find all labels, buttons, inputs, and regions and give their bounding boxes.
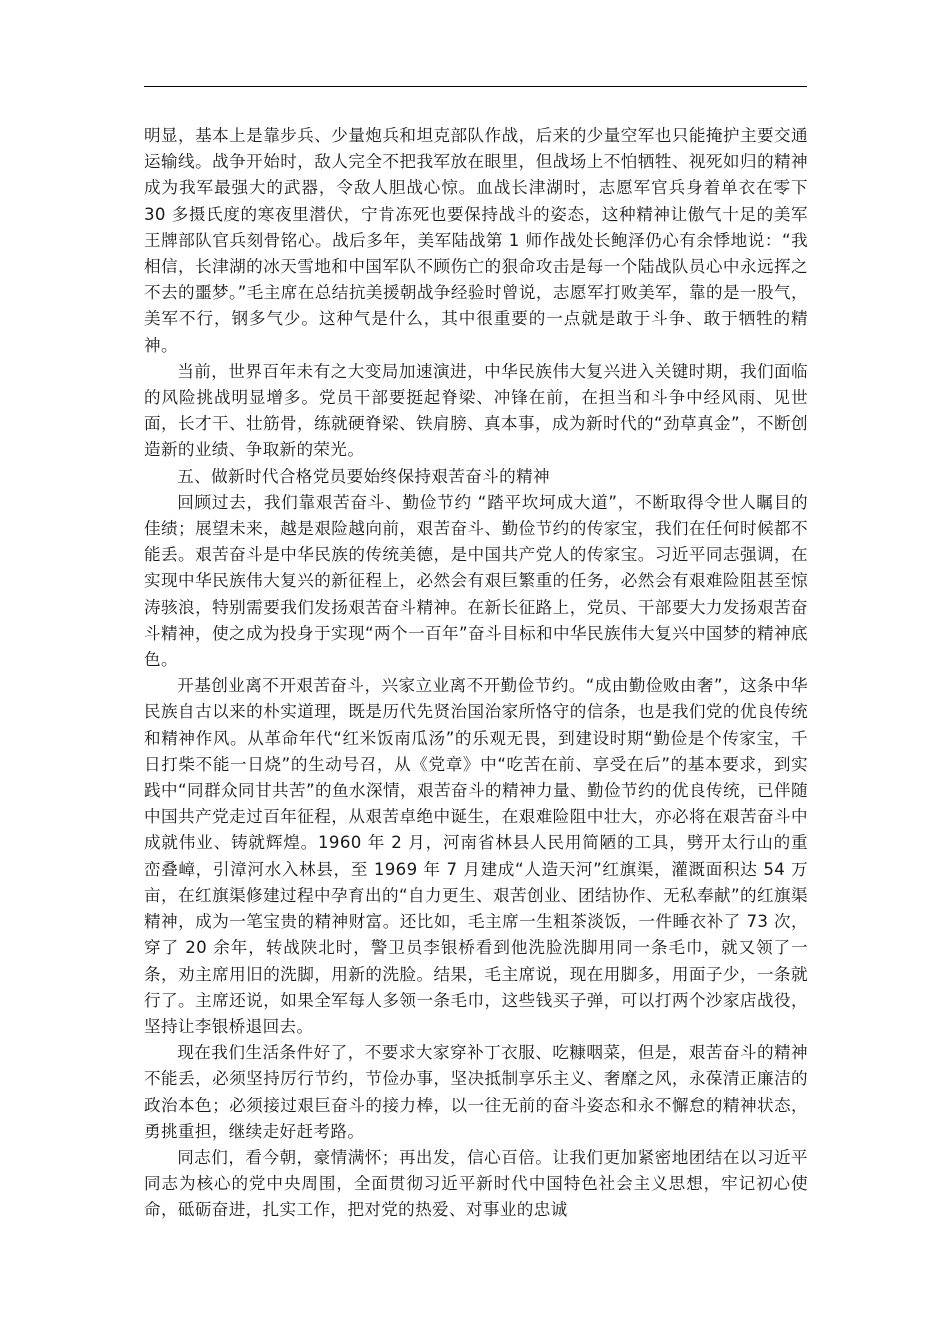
paragraph: 现在我们生活条件好了，不要求大家穿补丁衣服、吃糠咽菜，但是，艰苦奋斗的精神不能丢，必须坚持厉行节约，节俭办事，坚决抵制享乐主义、奢靡之风，永葆清正廉洁的政治本色；必须接过艰巨奋斗的接力棒，以一往无前的奋斗姿态和永不懈怠的精神状态，勇挑重担，继续走好赶考路。 bbox=[144, 1043, 808, 1141]
paragraph-continued: 明显，基本上是靠步兵、少量炮兵和坦克部队作战，后来的少量空军也只能掩护主要交通运输线。战争开始时，敌人完全不把我军放在眼里，但战场上不怕牺牲、视死如归的精神成为我军最强大的武器，令敌人胆战心惊。血战长津湖时，志愿军官兵身着单衣在零下 30 多摄氏度的寒夜里潜伏，宁肯冻死也要保持战斗的姿态，这种精神让傲气十足的美军王牌部队官兵刻骨铭心。战后多年，美军陆战第 1 师作战处长鲍泽仍心有余悸地说：“我相信，长津湖的冰天雪地和中国军队不顾伤亡的狠命攻击是每一个陆战队员心中永远挥之不去的噩梦。”毛主席在总结抗美援朝战争经验时曾说，志愿军打败美军，靠的是一股气，美军不行，钢多气少。这种气是什么，其中很重要的一点就是敢于斗争、敢于牺牲的精神。 bbox=[144, 126, 808, 355]
header-rule bbox=[144, 86, 807, 87]
paragraph: 开基创业离不开艰苦奋斗，兴家立业离不开勤俭节约。“成由勤俭败由奢”，这条中华民族自古以来的朴实道理，既是历代先贤治国治家所恪守的信条，也是我们党的优良传统和精神作风。从革命年代“红米饭南瓜汤”的乐观无畏，到建设时期“勤俭是个传家宝，千日打柴不能一日烧”的生动号召，从《党章》中“吃苦在前、享受在后”的基本要求，到实践中“同群众同甘共苦”的鱼水深情，艰苦奋斗的精神力量、勤俭节约的优良传统，已伴随中国共产党走过百年征程，从艰苦卓绝中诞生，在艰难险阻中壮大，亦必将在艰苦奋斗中成就伟业、铸就辉煌。1960 年 2 月，河南省林县人民用简陋的工具，劈开太行山的重峦叠嶂，引漳河水入林县，至 1969 年 7 月建成“人造天河”红旗渠，灌溉面积达 54 万亩，在红旗渠修建过程中孕育出的“自力更生、艰苦创业、团结协作、无私奉献”的红旗渠精神，成为一笔宝贵的精神财富。还比如，毛主席一生粗茶淡饭，一件睡衣补了 73 次，穿了 20 余年，转战陕北时，警卫员李银桥看到他洗脸洗脚用同一条毛巾，就又领了一条，劝主席用旧的洗脚，用新的洗脸。结果，毛主席说，现在用脚多，用面子少，一条就行了。主席还说，如果全军每人多领一条毛巾，这些钱买子弹，可以打两个沙家店战役，坚持让李银桥退回去。 bbox=[144, 676, 808, 1036]
paragraph: 当前，世界百年未有之大变局加速演进，中华民族伟大复兴进入关键时期，我们面临的风险挑战明显增多。党员干部要挺起脊梁、冲锋在前，在担当和斗争中经风雨、见世面，长才干、壮筋骨，练就硬脊梁、铁肩膀、真本事，成为新时代的“劲草真金”，不断创造新的业绩、争取新的荣光。 bbox=[144, 361, 808, 460]
section-heading: 五、做新时代合格党员要始终保持艰苦奋斗的精神 bbox=[177, 466, 550, 486]
paragraph: 回顾过去，我们靠艰苦奋斗、勤俭节约 “踏平坎坷成大道”，不断取得令世人瞩目的佳绩；展望未来，越是艰险越向前，艰苦奋斗、勤俭节约的传家宝，我们在任何时候都不能丢。艰苦奋斗是中华民族的传统美德，是中国共产党人的传家宝。习近平同志强调，在实现中华民族伟大复兴的新征程上，必然会有艰巨繁重的任务，必然会有艰难险阻甚至惊涛骇浪，特别需要我们发扬艰苦奋斗精神。在新长征路上，党员、干部要大力发扬艰苦奋斗精神，使之成为投身于实现“两个一百年”奋斗目标和中华民族伟大复兴中国梦的精神底色。 bbox=[144, 492, 808, 670]
body-text bbox=[144, 123, 808, 1224]
paragraph-continues: 同志们，看今朝，豪情满怀；再出发，信心百倍。让我们更加紧密地团结在以习近平同志为核心的党中央周围，全面贯彻习近平新时代中国特色社会主义思想，牢记初心使命，砥砺奋进，扎实工作，把对党的热爱、对事业的忠诚 bbox=[144, 1147, 808, 1220]
